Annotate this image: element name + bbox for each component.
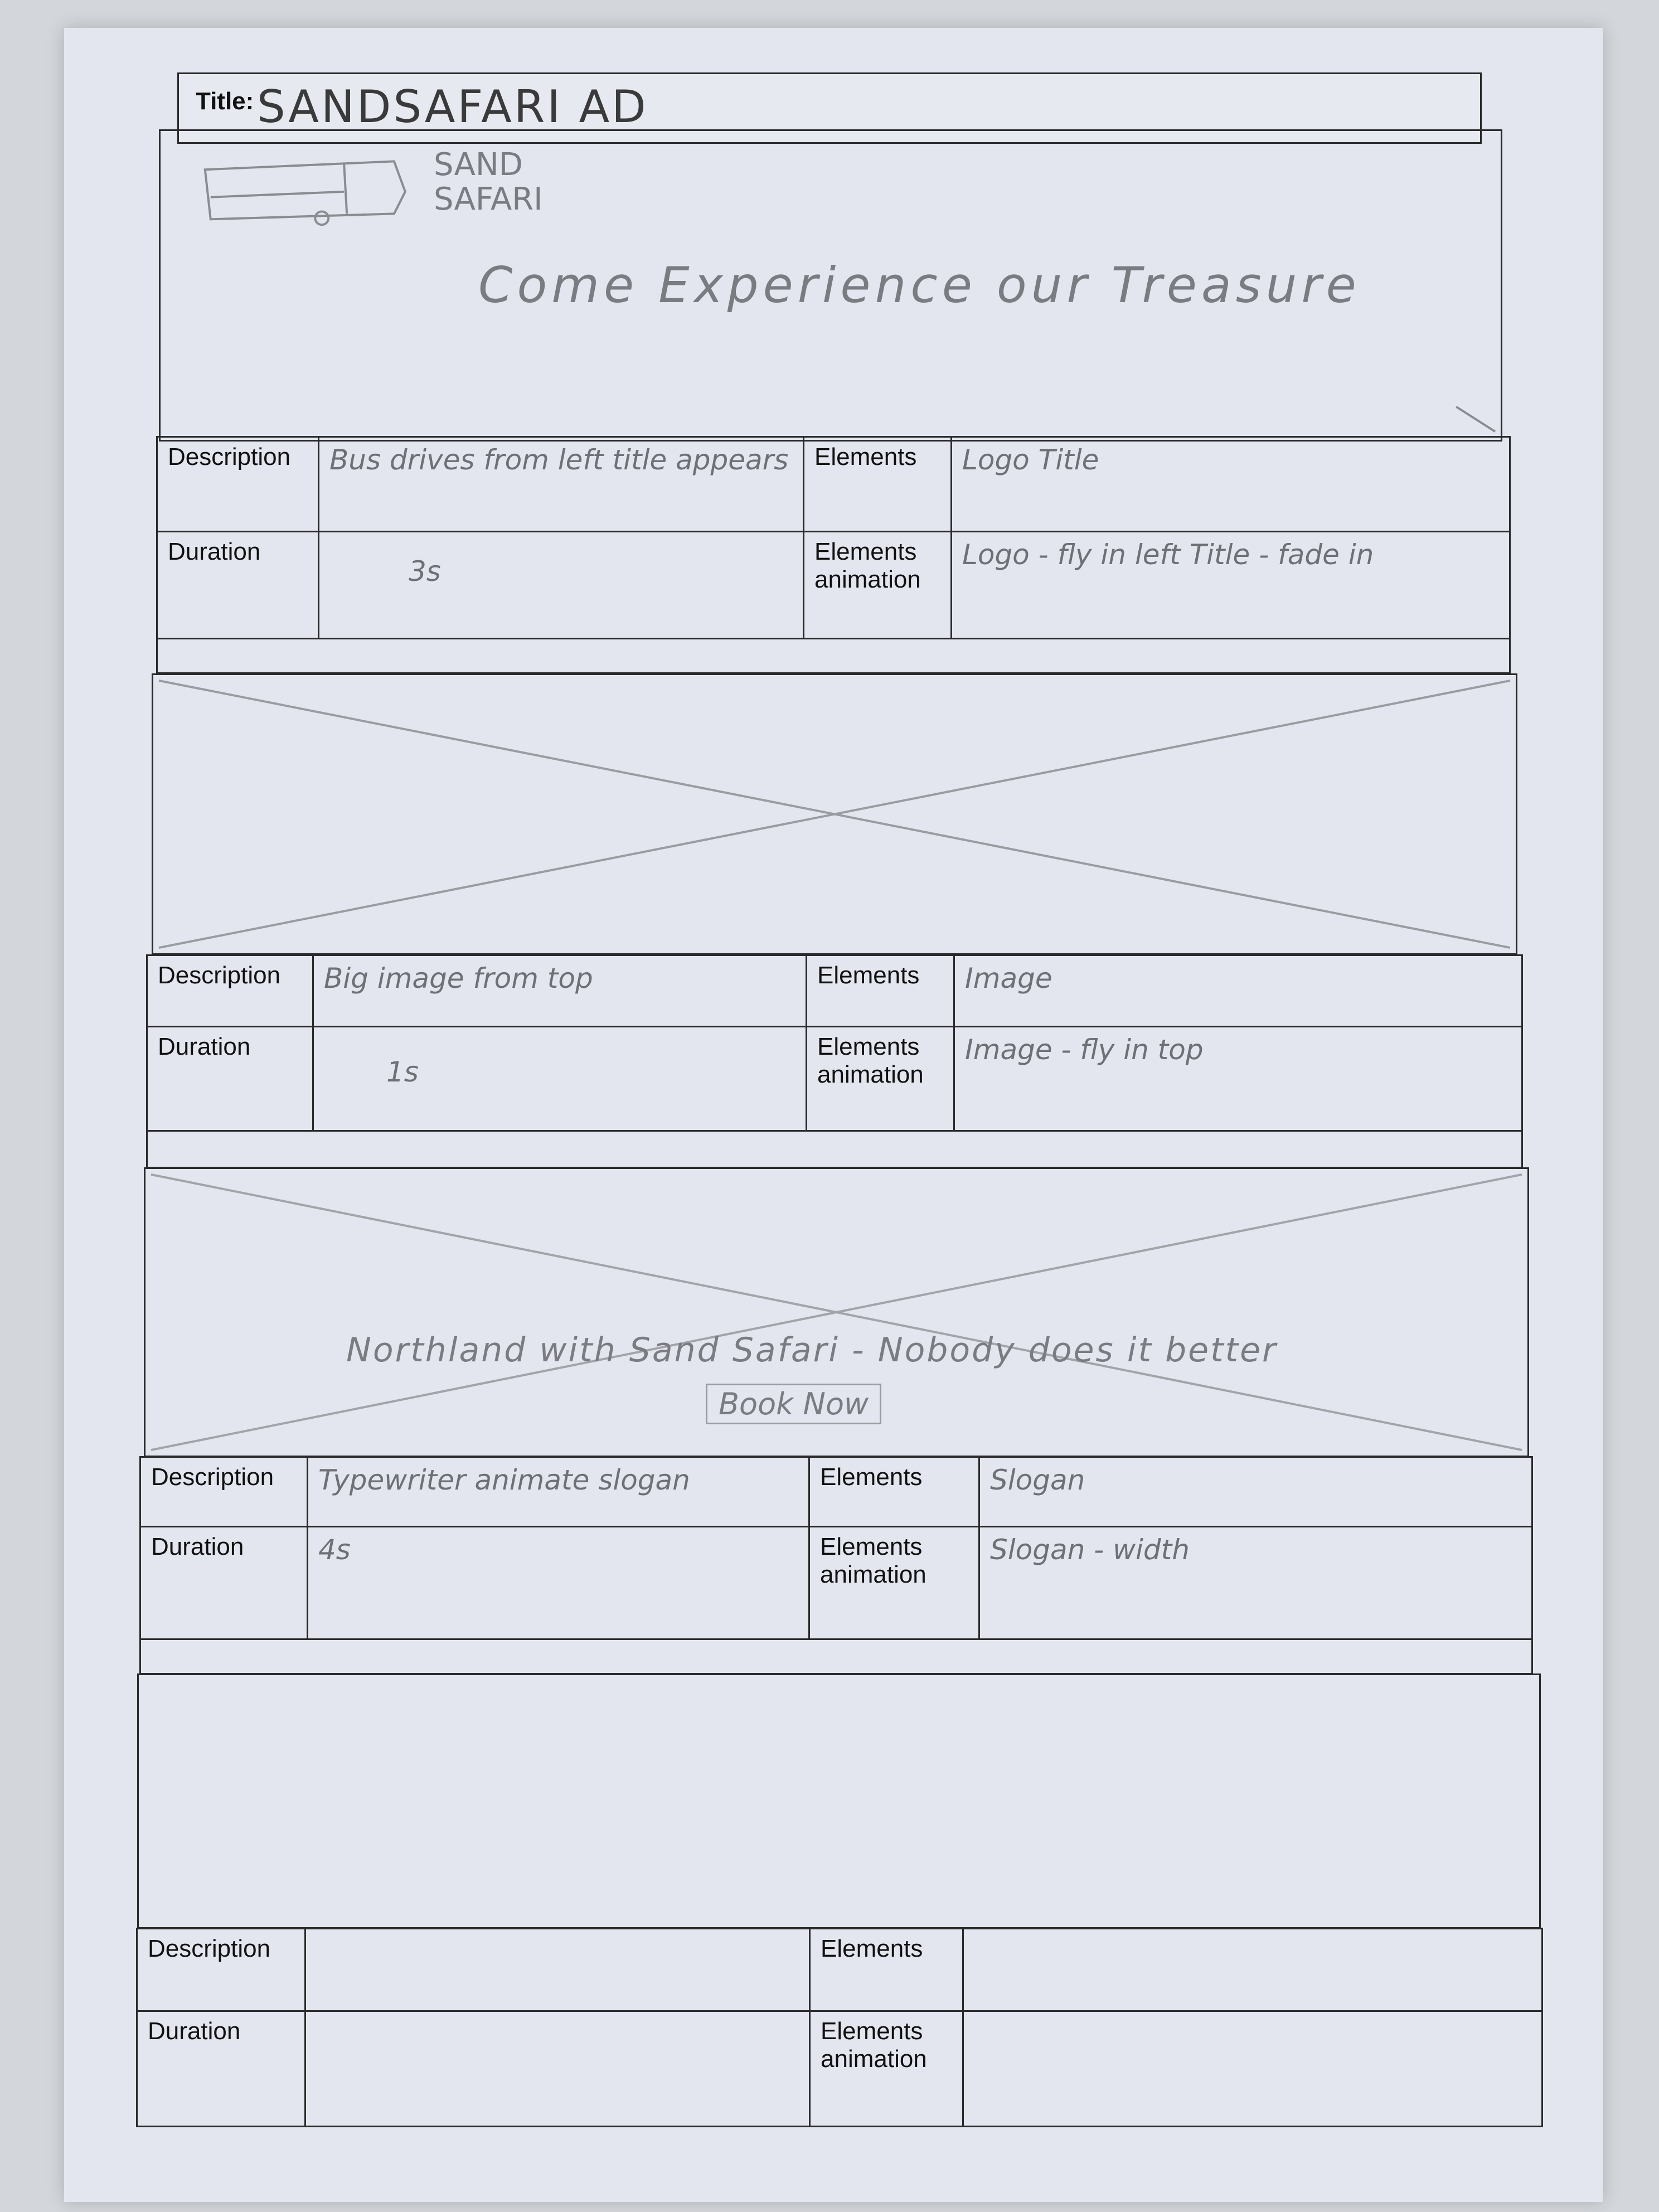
elements-label: Elements xyxy=(807,955,954,1027)
elements-animation-value: Logo - fly in left Title - fade in xyxy=(952,532,1510,639)
duration-value: 1s xyxy=(313,1027,807,1131)
storyboard-frame-4 xyxy=(137,1673,1541,1929)
elements-animation-label: Elements animation xyxy=(810,2011,963,2127)
elements-value xyxy=(963,1929,1542,2011)
frame-separator xyxy=(146,1132,1523,1168)
elements-label: Elements xyxy=(809,1457,979,1527)
duration-label: Duration xyxy=(137,2011,305,2127)
storyboard-frame-3 xyxy=(144,1167,1529,1457)
elements-animation-value: Slogan - width xyxy=(979,1527,1532,1639)
duration-value xyxy=(305,2011,810,2127)
slogan-sketch: Northland with Sand Safari - Nobody does it better xyxy=(346,1331,1278,1370)
title-label: Title: xyxy=(196,88,254,115)
frame-separator xyxy=(139,1640,1533,1675)
storyboard-frame-2 xyxy=(152,673,1517,955)
description-label: Description xyxy=(137,1929,305,2011)
duration-value: 4s xyxy=(308,1527,809,1639)
frame-1-table xyxy=(156,436,1511,639)
elements-animation-value xyxy=(963,2011,1542,2127)
duration-label: Duration xyxy=(147,1027,313,1131)
logo-text-line1: SAND xyxy=(434,147,523,183)
duration-label: Duration xyxy=(140,1527,308,1639)
elements-animation-value: Image - fly in top xyxy=(954,1027,1522,1131)
description-value: Big image from top xyxy=(313,955,807,1027)
title-value: SANDSAFARI AD xyxy=(257,81,648,133)
duration-label: Duration xyxy=(157,532,319,639)
image-placeholder-cross xyxy=(153,675,1516,953)
elements-animation-label: Elements animation xyxy=(809,1527,979,1639)
description-value: Bus drives from left title appears xyxy=(319,437,804,532)
frame-2-table xyxy=(146,954,1523,1132)
frame-separator xyxy=(156,639,1511,674)
description-value xyxy=(305,1929,810,2011)
elements-value: Logo Title xyxy=(952,437,1510,532)
duration-value: 3s xyxy=(319,532,804,639)
description-label: Description xyxy=(157,437,319,532)
book-now-sketch-button: Book Now xyxy=(706,1384,881,1424)
frame-4-table xyxy=(136,1928,1543,2127)
frame-3-table xyxy=(139,1456,1533,1640)
description-label: Description xyxy=(140,1457,308,1527)
headline-sketch: Come Experience our Treasure xyxy=(478,256,1361,314)
description-label: Description xyxy=(147,955,313,1027)
logo-text-line2: SAFARI xyxy=(434,181,543,217)
elements-animation-label: Elements animation xyxy=(804,532,952,639)
elements-animation-label: Elements animation xyxy=(807,1027,954,1131)
storyboard-frame-1 xyxy=(159,129,1502,442)
elements-value: Image xyxy=(954,955,1522,1027)
elements-value: Slogan xyxy=(979,1457,1532,1527)
elements-label: Elements xyxy=(810,1929,963,2011)
elements-label: Elements xyxy=(804,437,952,532)
description-value: Typewriter animate slogan xyxy=(308,1457,809,1527)
